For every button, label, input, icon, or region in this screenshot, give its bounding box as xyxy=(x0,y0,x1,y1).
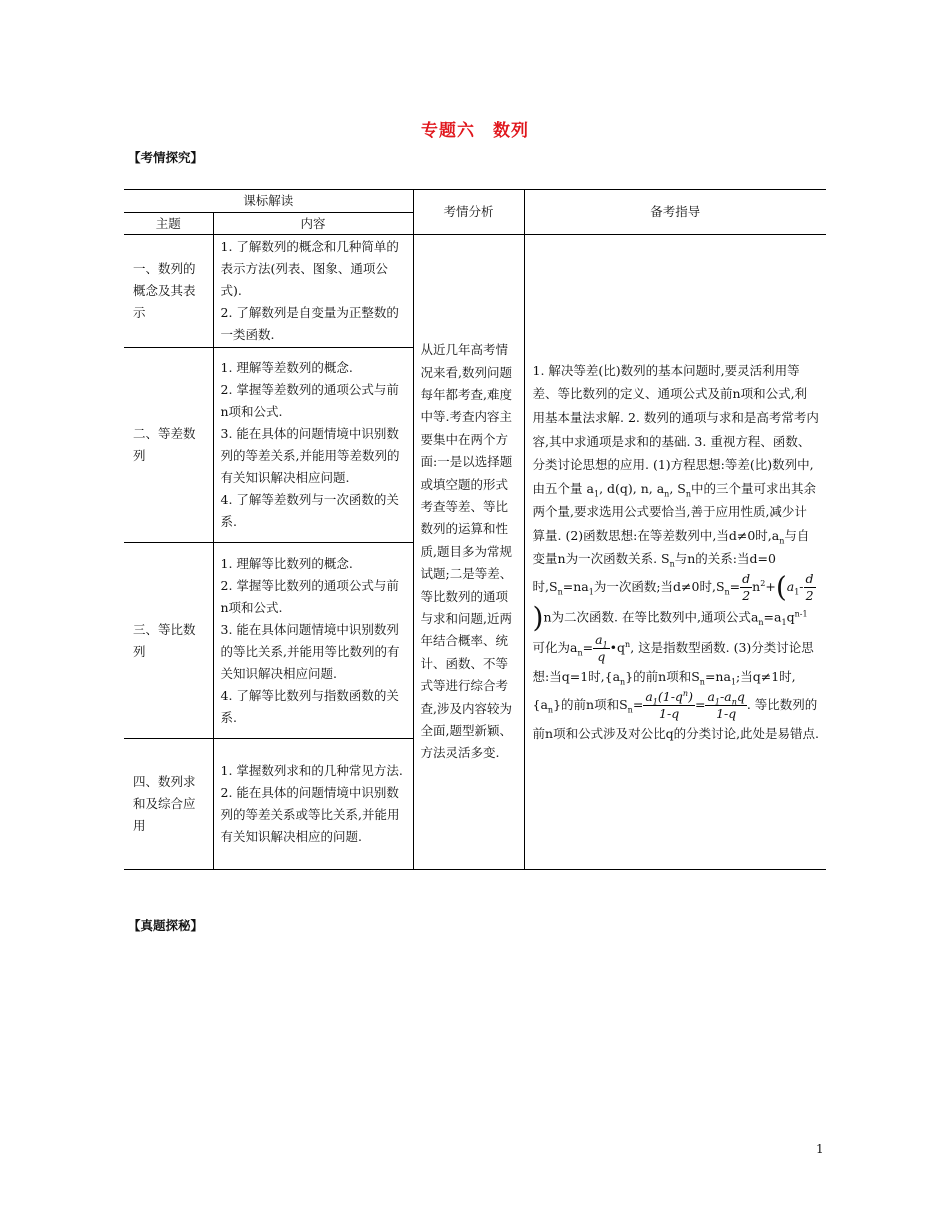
guide-text: 1. 解决等差(比)数列的基本问题时,要灵活利用等差、等比数列的定义、通项公式及前n项和公式,利用基本量法求解. 2. 数列的通项与求和是高考常考内容,其中求通项是求和的基础. 3. 重视方程、函数、分类讨论思想的应用. (1)方程思想:等差(比)数列中,由五个量 xyxy=(532,362,819,496)
content-line: 4. 了解等比数列与指数函数的关系. xyxy=(220,687,399,725)
content-cell xyxy=(213,543,413,739)
formula-a1-over-q: $\frac{a_1}{q}$ xyxy=(595,632,608,665)
content-line: 1. 理解等差数列的概念. xyxy=(220,360,353,375)
guide-text: 的前n项和 xyxy=(561,696,620,712)
analysis-cell: 从近几年高考情况来看,数列问题每年都考查,难度中等.考查内容主要集中在两个方面:一是以选择题或填空题的形式考查等差、等比数列的运算和性质,题目多为常规试题;二是等差、等比数列的通项与求和问题,近两年结合概率、统计、函数、不等式等进行综合考查,涉及内容较为全面,题型新颖、方法灵活多变. xyxy=(413,235,524,870)
guide-text: 与n的关系:当d=0时, xyxy=(532,551,776,595)
formula-d-over-2: $\frac{d}{2}$ xyxy=(742,571,751,604)
guide-text: 的前n项和 xyxy=(633,669,692,685)
guide-text: 可化为 xyxy=(532,640,571,656)
content-cell xyxy=(213,348,413,543)
header-topic: 主题 xyxy=(124,213,213,235)
content-line: 3. 能在具体问题情境中识别数列的等比关系,并能用等比数列的有关知识解决相应问题. xyxy=(220,621,400,681)
guide-text: 与自变量n为一次函数关系. xyxy=(532,527,810,567)
topic-cell: 四、数列求和及综合应用 xyxy=(124,739,213,870)
page-number: 1 xyxy=(816,1142,824,1156)
guide-text: . 等比数列的前n项和公式涉及对公比q的分类讨论,此处是易错点. xyxy=(532,696,820,741)
topic-cell: 二、等差数列 xyxy=(124,348,213,543)
page-title: 专题六 数列 xyxy=(421,121,529,141)
header-guide: 备考指导 xyxy=(524,190,826,235)
topic-cell: 一、数列的概念及其表示 xyxy=(124,235,213,348)
content-cell xyxy=(213,235,413,348)
guide-text: 中的三个量可求出其余两个量,要求选用公式要恰当,善于应用性质,减少计算量. (2)函数思想:在等差数列中,当d≠0时, xyxy=(532,480,817,543)
guide-text: ;当q≠1时, xyxy=(736,669,796,685)
guide-cell: 1. 解决等差(比)数列的基本问题时,要灵活利用等差、等比数列的定义、通项公式及前n项和公式,利用基本量法求解. 2. 数列的通项与求和是高考常考内容,其中求通项是求和的基础. 3. 重视方程、函数、分类讨论思想的应用. (1)方程思想:等差(比)数列中,由五个量 $a_1$, d(q), n, $a_n$, $S_n$中的三个量可求出其余两个量,要求选用公式要恰当,善于应用性质,减少计算量. (2)函数思想:在等差数列中,当d≠0时$,a_n$与自变量n为一次函数关系. $S_n$与n的关系:当d=0时$,S_n=na_1$为一次函数;当d≠0时$,S_n=$ $\frac{d}{2}$ $n^2+(a_1-$ $\frac{d}{2}$ )n为二次函数. 在等比数列中,通项公式$a_n=a_1q^{n-1}$可化为$a_n=$ $\frac{a_1}{q}$ $•q^n$, 这是指数型函数. (3)分类讨论思想:当q=1时$,\{a_n\}$的前n项和$S_n=na_1$;当q≠1时$,\{a_n\}$的前n项和$S_n=$ $\frac{a_1(1-q^n)}{1-q}$ = $\frac{a_1-a_nq}{1-q}$ . 等比数列的前n项和公式涉及对公比q的分类讨论,此处是易错点. xyxy=(524,235,826,870)
content-line: 2. 了解数列是自变量为正整数的一类函数. xyxy=(220,305,399,342)
guide-text: 为一次函数;当d≠0时, xyxy=(593,579,716,595)
content-line: 1. 掌握数列求和的几种常见方法. xyxy=(220,763,403,778)
content-line: 1. 理解等比数列的概念. xyxy=(220,555,353,571)
content-line: 4. 了解等差数列与一次函数的关系. xyxy=(220,492,399,529)
header-content: 内容 xyxy=(213,213,413,235)
content-cell xyxy=(213,739,413,870)
header-analysis: 考情分析 xyxy=(413,190,524,235)
content-line: 2. 掌握等比数列的通项公式与前n项和公式. xyxy=(220,577,399,615)
content-line: 1. 了解数列的概念和几种简单的表示方法(列表、图象、通项公式). xyxy=(220,239,399,298)
header-curriculum: 课标解读 xyxy=(124,190,413,213)
curriculum-table xyxy=(124,189,826,870)
formula-geometric-sum: $\frac{a_1(1-q^n)}{1-q}$ xyxy=(645,688,693,721)
content-line: 2. 掌握等差数列的通项公式与前n项和公式. xyxy=(220,382,399,419)
content-line: 2. 能在具体的问题情境中识别数列的等差关系或等比关系,并能用有关知识解决相应的问题. xyxy=(220,785,400,844)
guide-text: 为二次函数. 在等比数列中,通项公式 xyxy=(551,609,751,625)
topic-cell: 三、等比数列 xyxy=(124,543,213,739)
section-heading-real-questions: 【真题探秘】 xyxy=(128,918,204,933)
guide-text: , 这是指数型函数. (3)分类讨论思想:当q=1时, xyxy=(532,640,814,685)
section-heading-exam-analysis: 【考情探究】 xyxy=(128,150,204,165)
content-line: 3. 能在具体的问题情境中识别数列的等差关系,并能用等差数列的有关知识解决相应问题. xyxy=(220,426,400,485)
